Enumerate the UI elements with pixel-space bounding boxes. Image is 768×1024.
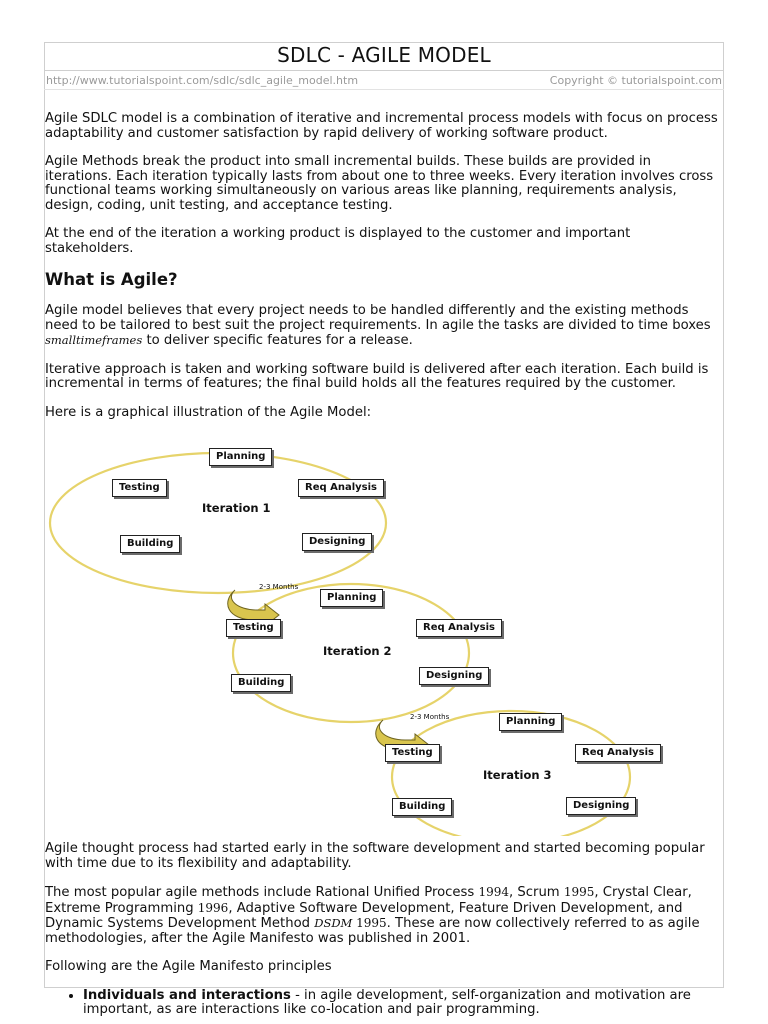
year-xp: 1996 — [197, 900, 229, 915]
transition-1-label: 2-3 Months — [259, 583, 299, 591]
copyright-notice: Copyright © tutorialspoint.com — [549, 74, 722, 87]
iteration-1-building: Building — [120, 535, 180, 553]
source-url[interactable]: http://www.tutorialspoint.com/sdlc/sdlc_agile_model.htm — [46, 74, 359, 87]
intro-paragraph-2: Agile Methods break the product into small incremental builds. These builds are provided in iterations. Each iteration typically lasts from about one to three weeks. Every iteration involves cross functional teams working simultaneously on various areas like planning, requirements analysis, design, coding, unit testing, and acceptance testing. — [45, 154, 714, 213]
agile-model-diagram — [45, 434, 721, 836]
iteration-3-planning: Planning — [499, 713, 562, 731]
dsdm-term: DSDM — [314, 916, 353, 930]
iteration-3-req-analysis: Req Analysis — [575, 744, 661, 762]
year-scrum: 1995 — [563, 885, 595, 899]
iteration-2-label: Iteration 2 — [323, 644, 392, 658]
intro-paragraph-1: Agile SDLC model is a combination of iterative and incremental process models with focus on process adaptability and customer satisfaction by rapid delivery of working software product. — [45, 111, 718, 141]
iteration-1-cycle — [50, 453, 386, 593]
iteration-2-building: Building — [231, 674, 291, 692]
principle-title: Individuals and interactions — [83, 987, 291, 1003]
iteration-1-label: Iteration 1 — [202, 501, 271, 515]
history-paragraph-3: Following are the Agile Manifesto principles — [45, 959, 332, 974]
iteration-1-planning: Planning — [209, 448, 272, 466]
iteration-2-designing: Designing — [419, 667, 489, 685]
year-rup: 1994 — [478, 885, 510, 899]
agile-paragraph-1: Agile model believes that every project needs to be handled differently and the existing methods need to be tailored to best suit the project requirements. In agile the tasks are divided to time boxes smalltimeframes to deliver specific features for a release. — [45, 303, 711, 348]
iteration-2-planning: Planning — [320, 589, 383, 607]
iteration-2-req-analysis: Req Analysis — [416, 619, 502, 637]
iteration-3-designing: Designing — [566, 797, 636, 815]
iteration-1-req-analysis: Req Analysis — [298, 479, 384, 497]
iteration-1-testing: Testing — [112, 479, 167, 497]
iteration-3-building: Building — [392, 798, 452, 816]
intro-paragraph-3: At the end of the iteration a working product is displayed to the customer and important stakeholders. — [45, 226, 631, 256]
iteration-2-testing: Testing — [226, 619, 281, 637]
manifesto-principles-list — [45, 989, 721, 1018]
transition-2-label: 2-3 Months — [410, 713, 450, 721]
page-title: SDLC - AGILE MODEL — [277, 43, 491, 67]
agile-paragraph-2: Iterative approach is taken and working software build is delivered after each iteration. Each build is incremental in terms of features; the final build holds all the features required by the customer. — [45, 361, 709, 391]
agile-paragraph-3: Here is a graphical illustration of the Agile Model: — [45, 404, 372, 420]
year-dsdm: 1995 — [352, 916, 387, 930]
section-heading-what-is-agile: What is Agile? — [45, 270, 178, 289]
principle-item — [83, 989, 721, 1018]
title-divider — [44, 70, 724, 71]
meta-divider — [44, 89, 724, 90]
timeframes-term: smalltimeframes — [45, 333, 143, 347]
iteration-1-designing: Designing — [302, 533, 372, 551]
history-paragraph-2: The most popular agile methods include Rational Unified Process 1994, Scrum 1995, Crystal Clear, Extreme Programming 1996, Adaptive Software Development, Feature Driven Development, and Dynamic Systems Development Method DSDM 1995. These are now collectively referred to as agile methodologies, after the Agile Manifesto was published in 2001. — [45, 885, 700, 946]
iteration-3-testing: Testing — [385, 744, 440, 762]
iteration-3-label: Iteration 3 — [483, 768, 552, 782]
history-paragraph-1: Agile thought process had started early in the software development and started becoming popular with time due to its flexibility and adaptability. — [45, 841, 705, 871]
article-body — [45, 112, 721, 1018]
principle-text: - in agile development, self-organization and motivation are important, as are interactions like co-location and pair programming. — [83, 987, 691, 1017]
